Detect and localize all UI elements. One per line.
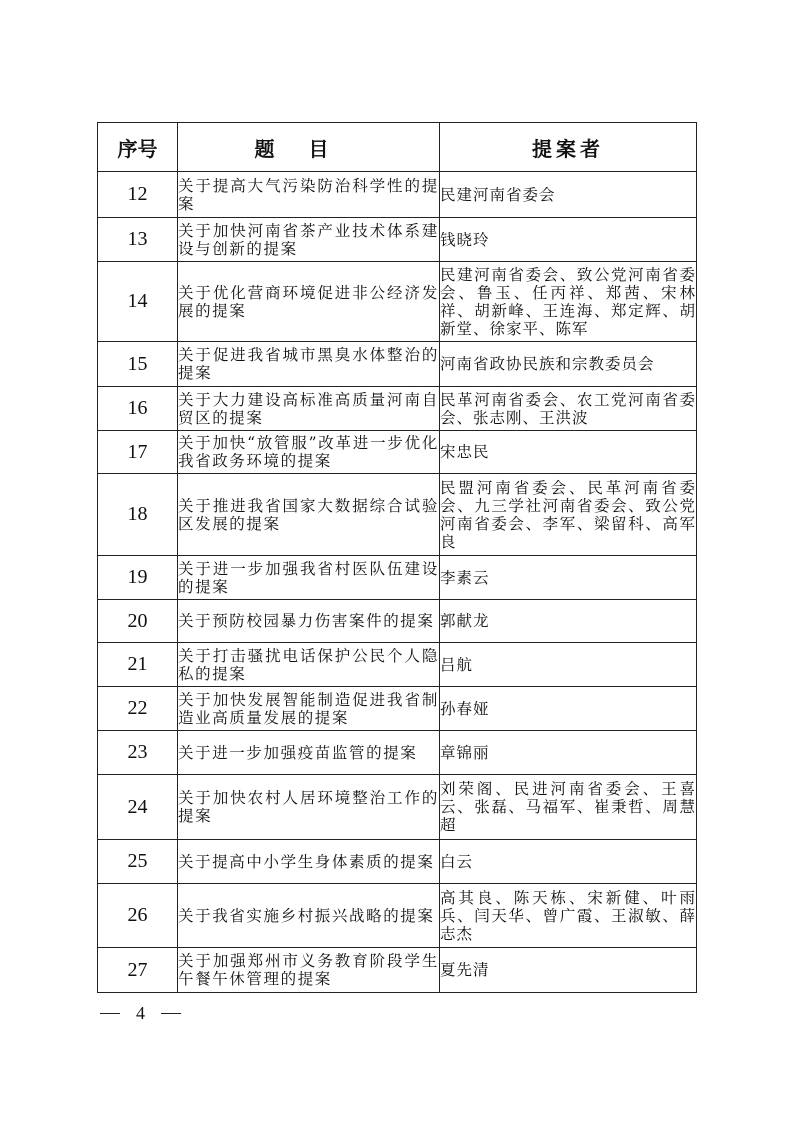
table-row <box>98 948 697 993</box>
header-title: 题目 <box>178 123 440 172</box>
header-number: 序号 <box>98 123 178 172</box>
row-author: 吕航 <box>440 643 697 687</box>
row-title: 关于提高中小学生身体素质的提案 <box>178 840 440 884</box>
row-title: 关于推进我省国家大数据综合试验区发展的提案 <box>178 474 440 556</box>
table-row <box>98 342 697 387</box>
row-author: 孙春娅 <box>440 687 697 731</box>
footer-dash-right <box>161 1013 181 1014</box>
row-number: 23 <box>98 731 178 775</box>
table-row <box>98 556 697 600</box>
row-title: 关于预防校园暴力伤害案件的提案 <box>178 600 440 643</box>
row-number: 13 <box>98 218 178 262</box>
row-number: 16 <box>98 387 178 431</box>
row-title: 关于加快“放管服”改革进一步优化我省政务环境的提案 <box>178 431 440 474</box>
table-row <box>98 218 697 262</box>
row-author: 民革河南省委会、农工党河南省委会、张志刚、王洪波 <box>440 387 697 431</box>
row-author: 郭献龙 <box>440 600 697 643</box>
row-author: 民盟河南省委会、民革河南省委会、九三学社河南省委会、致公党河南省委会、李军、梁留科、高军良 <box>440 474 697 556</box>
row-number: 19 <box>98 556 178 600</box>
row-author: 李素云 <box>440 556 697 600</box>
row-number: 27 <box>98 948 178 993</box>
row-title: 关于提高大气污染防治科学性的提案 <box>178 172 440 218</box>
table-row <box>98 687 697 731</box>
row-number: 26 <box>98 884 178 948</box>
row-author: 刘荣阁、民进河南省委会、王喜云、张磊、马福军、崔秉哲、周慧超 <box>440 775 697 840</box>
table-row <box>98 643 697 687</box>
table-row <box>98 884 697 948</box>
row-title: 关于加强郑州市义务教育阶段学生午餐午休管理的提案 <box>178 948 440 993</box>
row-title: 关于我省实施乡村振兴战略的提案 <box>178 884 440 948</box>
row-title: 关于进一步加强疫苗监管的提案 <box>178 731 440 775</box>
row-title: 关于加快发展智能制造促进我省制造业高质量发展的提案 <box>178 687 440 731</box>
row-author: 宋忠民 <box>440 431 697 474</box>
row-title: 关于优化营商环境促进非公经济发展的提案 <box>178 262 440 342</box>
row-author: 夏先清 <box>440 948 697 993</box>
row-number: 22 <box>98 687 178 731</box>
page-number: 4 <box>136 1003 145 1023</box>
row-author: 钱晓玲 <box>440 218 697 262</box>
table-row <box>98 731 697 775</box>
page-footer <box>100 1003 181 1024</box>
proposals-table <box>97 122 697 993</box>
header-author: 提案者 <box>440 123 697 172</box>
row-author: 章锦丽 <box>440 731 697 775</box>
row-author: 白云 <box>440 840 697 884</box>
row-title: 关于加快农村人居环境整治工作的提案 <box>178 775 440 840</box>
row-number: 17 <box>98 431 178 474</box>
row-number: 25 <box>98 840 178 884</box>
table-row <box>98 775 697 840</box>
row-title: 关于促进我省城市黑臭水体整治的提案 <box>178 342 440 387</box>
row-number: 14 <box>98 262 178 342</box>
row-number: 21 <box>98 643 178 687</box>
table-row <box>98 474 697 556</box>
table-row <box>98 840 697 884</box>
row-number: 20 <box>98 600 178 643</box>
table-row <box>98 262 697 342</box>
table-row <box>98 172 697 218</box>
table-header-row <box>98 123 697 172</box>
row-title: 关于加快河南省茶产业技术体系建设与创新的提案 <box>178 218 440 262</box>
row-title: 关于大力建设高标准高质量河南自贸区的提案 <box>178 387 440 431</box>
row-number: 24 <box>98 775 178 840</box>
row-number: 12 <box>98 172 178 218</box>
table-row <box>98 387 697 431</box>
footer-dash-left <box>100 1013 120 1014</box>
row-author: 河南省政协民族和宗教委员会 <box>440 342 697 387</box>
table-row <box>98 431 697 474</box>
row-title: 关于进一步加强我省村医队伍建设的提案 <box>178 556 440 600</box>
row-number: 15 <box>98 342 178 387</box>
row-author: 民建河南省委会、致公党河南省委会、鲁玉、任丙祥、郑茜、宋林祥、胡新峰、王连海、郑定辉、胡新堂、徐家平、陈军 <box>440 262 697 342</box>
row-author: 高其良、陈天栋、宋新健、叶雨兵、闫天华、曾广霞、王淑敏、薛志杰 <box>440 884 697 948</box>
row-title: 关于打击骚扰电话保护公民个人隐私的提案 <box>178 643 440 687</box>
table-row <box>98 600 697 643</box>
row-number: 18 <box>98 474 178 556</box>
row-author: 民建河南省委会 <box>440 172 697 218</box>
